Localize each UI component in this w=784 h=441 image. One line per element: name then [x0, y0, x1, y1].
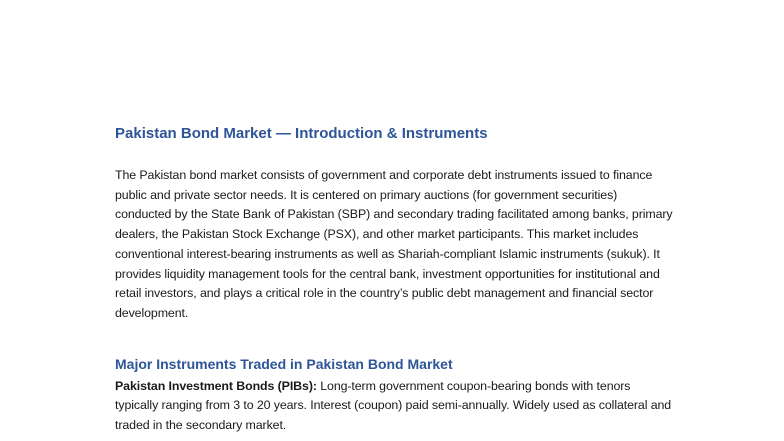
intro-paragraph: The Pakistan bond market consists of government and corporate debt instruments issued to finance public and private sector needs. It is centered on primary auctions (for government securities) conducted by the State Bank of Pakistan (SBP) and secondary trading facilitated among banks, primary dealers, the Pakistan Stock Exchange (PSX), and other market participants. This market includes conventional interest-bearing instruments as well as Shariah-compliant Islamic instruments (sukuk). It provides liquidity management tools for the central bank, investment opportunities for institutional and retail investors, and plays a critical role in the country’s public debt management and financial sector development. [115, 168, 673, 320]
instrument-description: Long-term government coupon-bearing bonds with tenors typically ranging from 3 to 20 years. Interest (coupon) paid semi-annually. Widely used as collateral and traded in the secondary market. [115, 378, 672, 433]
section-heading: Major Instruments Traded in Pakistan Bond Market [115, 355, 453, 372]
instrument-term: Pakistan Investment Bonds (PIBs): [115, 378, 317, 393]
document-body [115, 124, 675, 436]
instrument-paragraph [115, 377, 675, 436]
document-title: Pakistan Bond Market — Introduction & Instruments [115, 125, 488, 142]
